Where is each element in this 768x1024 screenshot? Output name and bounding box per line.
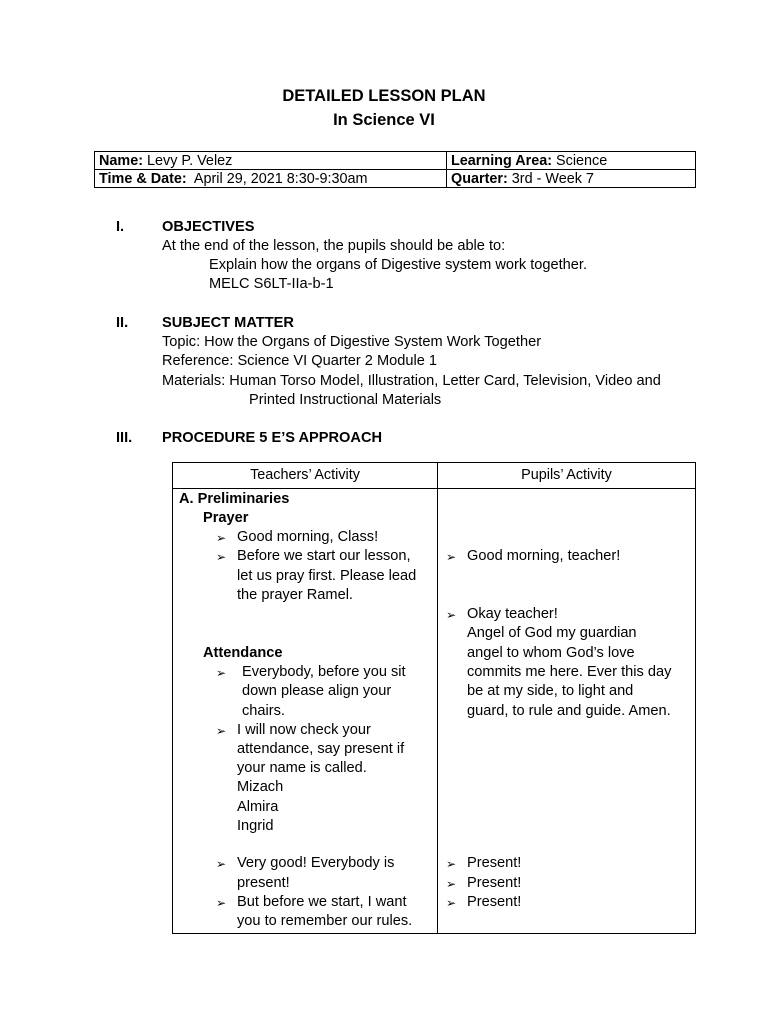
prayer-line: commits me here. Ever this day xyxy=(467,664,672,680)
procedure-body-row xyxy=(173,489,696,934)
bullet-arrow-icon: ➢ xyxy=(446,877,457,891)
pupil-line: Present! xyxy=(467,855,522,871)
teacher-column-header: Teachers’ Activity xyxy=(173,463,438,489)
subject-number: II. xyxy=(116,315,129,331)
pupil-line: Present! xyxy=(467,894,522,910)
pupil-activity-cell xyxy=(438,489,696,934)
time-value: April 29, 2021 8:30-9:30am xyxy=(186,171,368,187)
pupil-name: Ingrid xyxy=(237,818,274,834)
name-label: Name: xyxy=(99,153,143,169)
bullet-arrow-icon: ➢ xyxy=(216,857,227,871)
subject-reference: Reference: Science VI Quarter 2 Module 1 xyxy=(162,353,437,369)
document-subtitle: In Science VI xyxy=(333,111,435,129)
objectives-number: I. xyxy=(116,219,125,235)
teacher-line: Good morning, Class! xyxy=(237,529,379,545)
teacher-activity-cell xyxy=(173,489,438,934)
quarter-value: 3rd - Week 7 xyxy=(507,171,594,187)
procedure-number: III. xyxy=(116,430,133,446)
subject-materials: Materials: Human Torso Model, Illustration, Letter Card, Television, Video and xyxy=(162,373,661,389)
teacher-line: Very good! Everybody is xyxy=(237,855,395,871)
procedure-header-row xyxy=(173,463,696,489)
document-title: DETAILED LESSON PLAN xyxy=(282,87,486,105)
procedure-table xyxy=(172,462,696,934)
teacher-line: your name is called. xyxy=(237,760,367,776)
quarter-label: Quarter: xyxy=(451,171,508,187)
teacher-line: the prayer Ramel. xyxy=(237,587,353,603)
info-row xyxy=(95,170,696,188)
teacher-line: But before we start, I want xyxy=(237,894,407,910)
time-label: Time & Date: xyxy=(99,171,187,187)
teacher-line: Everybody, before you sit xyxy=(242,664,406,680)
pupil-line: Present! xyxy=(467,875,522,891)
teacher-line: I will now check your xyxy=(237,722,371,738)
area-cell xyxy=(447,152,696,170)
name-value: Levy P. Velez xyxy=(143,153,233,169)
teacher-line: attendance, say present if xyxy=(237,741,405,757)
prayer-line: guard, to rule and guide. Amen. xyxy=(467,703,671,719)
teacher-line: down please align your xyxy=(242,683,392,699)
attendance-heading: Attendance xyxy=(203,645,283,661)
teacher-line: let us pray first. Please lead xyxy=(237,568,417,584)
pupil-column-header: Pupils’ Activity xyxy=(438,463,696,489)
bullet-arrow-icon: ➢ xyxy=(216,550,227,564)
name-cell xyxy=(95,152,447,170)
pupil-line: Okay teacher! xyxy=(467,606,558,622)
time-cell xyxy=(95,170,447,188)
teacher-line: you to remember our rules. xyxy=(237,913,413,929)
teacher-line: chairs. xyxy=(242,703,285,719)
info-row xyxy=(95,152,696,170)
bullet-arrow-icon: ➢ xyxy=(446,608,457,622)
procedure-heading: PROCEDURE 5 E’S APPROACH xyxy=(162,430,383,446)
preliminaries-heading: A. Preliminaries xyxy=(179,491,290,507)
bullet-arrow-icon: ➢ xyxy=(446,857,457,871)
objective-melc: MELC S6LT-IIa-b-1 xyxy=(209,276,334,292)
prayer-heading: Prayer xyxy=(203,510,249,526)
objectives-intro: At the end of the lesson, the pupils should be able to: xyxy=(162,238,506,254)
teacher-line: present! xyxy=(237,875,290,891)
bullet-arrow-icon: ➢ xyxy=(216,531,227,545)
bullet-arrow-icon: ➢ xyxy=(216,724,227,738)
bullet-arrow-icon: ➢ xyxy=(446,896,457,910)
objectives-heading: OBJECTIVES xyxy=(162,219,255,235)
info-table xyxy=(94,151,696,188)
subject-topic: Topic: How the Organs of Digestive System Work Together xyxy=(162,334,542,350)
prayer-line: be at my side, to light and xyxy=(467,683,634,699)
prayer-line: angel to whom God’s love xyxy=(467,645,635,661)
bullet-arrow-icon: ➢ xyxy=(446,550,457,564)
subject-heading: SUBJECT MATTER xyxy=(162,315,294,331)
teacher-line: Before we start our lesson, xyxy=(237,548,411,564)
prayer-line: Angel of God my guardian xyxy=(467,625,637,641)
area-value: Science xyxy=(552,153,608,169)
objective-item: Explain how the organs of Digestive system work together. xyxy=(209,257,588,273)
pupil-name: Almira xyxy=(237,799,279,815)
subject-materials-cont: Printed Instructional Materials xyxy=(249,392,442,408)
area-label: Learning Area: xyxy=(451,153,553,169)
quarter-cell xyxy=(447,170,696,188)
pupil-line: Good morning, teacher! xyxy=(467,548,621,564)
bullet-arrow-icon: ➢ xyxy=(216,666,227,680)
bullet-arrow-icon: ➢ xyxy=(216,896,227,910)
pupil-name: Mizach xyxy=(237,779,284,795)
